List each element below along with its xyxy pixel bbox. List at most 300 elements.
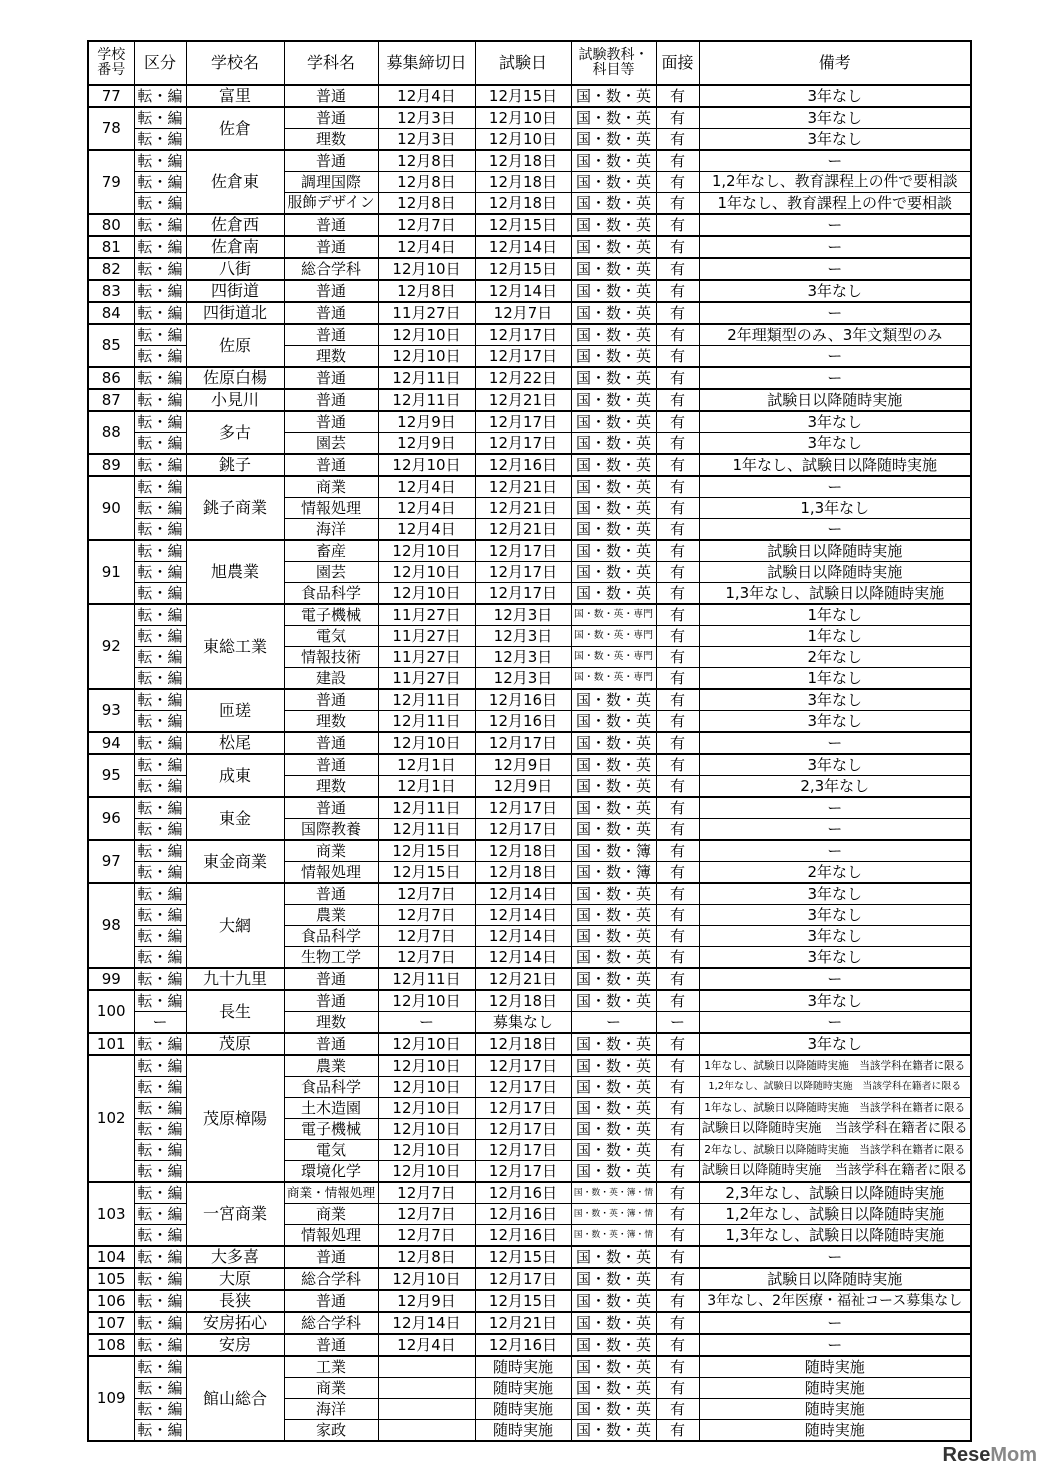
deadline: 12月8日 [378, 193, 475, 215]
category: 転・編 [134, 85, 186, 107]
interview: 有 [656, 819, 699, 841]
school-number: 104 [88, 1246, 134, 1268]
school-number: 106 [88, 1290, 134, 1312]
category: 転・編 [134, 1033, 186, 1055]
transfer-admission-table [87, 40, 972, 1442]
department: 普通 [284, 797, 378, 819]
deadline: 11月27日 [378, 302, 475, 324]
interview: 有 [656, 990, 699, 1012]
category: 転・編 [134, 1182, 186, 1204]
interview: 有 [656, 236, 699, 258]
interview: 有 [656, 840, 699, 862]
deadline: ー [378, 1012, 475, 1034]
category: 転・編 [134, 1246, 186, 1268]
note: 1年なし [699, 626, 971, 647]
note: 2年なし、試験日以降随時実施 当該学科在籍者に限る [699, 1140, 971, 1161]
table-row [88, 280, 971, 302]
category: 転・編 [134, 433, 186, 455]
deadline: 12月10日 [378, 1161, 475, 1183]
department: 商業 [284, 1378, 378, 1399]
exam-date: 12月16日 [475, 689, 571, 711]
note: 3年なし [699, 85, 971, 107]
category: 転・編 [134, 604, 186, 626]
school-name: 大多喜 [186, 1246, 284, 1268]
category: 転・編 [134, 214, 186, 236]
department: 理数 [284, 346, 378, 368]
subjects: 国・数・英 [571, 258, 656, 280]
school-name: 小見川 [186, 389, 284, 411]
department: 総合学科 [284, 258, 378, 280]
category: 転・編 [134, 476, 186, 498]
note: 2年なし [699, 647, 971, 668]
interview: 有 [656, 150, 699, 172]
deadline: 12月10日 [378, 1077, 475, 1098]
department: 服飾デザイン [284, 193, 378, 215]
header-category: 区分 [134, 41, 186, 85]
subjects: 国・数・英 [571, 1312, 656, 1334]
exam-date: 12月16日 [475, 1204, 571, 1225]
table-row [88, 883, 971, 905]
school-name: 佐原 [186, 324, 284, 367]
note: 試験日以降随時実施 [699, 562, 971, 583]
note: 3年なし [699, 433, 971, 455]
deadline: 12月7日 [378, 926, 475, 947]
subjects: 国・数・英 [571, 367, 656, 389]
exam-date: 12月17日 [475, 1098, 571, 1119]
school-name: 九十九里 [186, 968, 284, 990]
table-row [88, 540, 971, 562]
deadline: 12月11日 [378, 389, 475, 411]
department: 電気 [284, 626, 378, 647]
interview: 有 [656, 647, 699, 668]
exam-date: 12月3日 [475, 626, 571, 647]
deadline: 12月10日 [378, 1055, 475, 1077]
department: 園芸 [284, 562, 378, 583]
subjects: 国・数・英 [571, 1246, 656, 1268]
interview: 有 [656, 1334, 699, 1356]
subjects: 国・数・英 [571, 947, 656, 969]
interview: 有 [656, 389, 699, 411]
category: 転・編 [134, 754, 186, 776]
school-name: 四街道 [186, 280, 284, 302]
subjects: 国・数・英 [571, 411, 656, 433]
note: 3年なし [699, 947, 971, 969]
category: 転・編 [134, 1055, 186, 1077]
school-number: 91 [88, 540, 134, 604]
exam-date: 12月17日 [475, 797, 571, 819]
table-row [88, 689, 971, 711]
interview: 有 [656, 1225, 699, 1247]
interview: 有 [656, 367, 699, 389]
category: 転・編 [134, 107, 186, 129]
note: 1,3年なし、試験日以降随時実施 [699, 583, 971, 605]
exam-date: 12月14日 [475, 947, 571, 969]
interview: 有 [656, 732, 699, 754]
note: 3年なし [699, 107, 971, 129]
subjects: 国・数・英 [571, 346, 656, 368]
table-row [88, 604, 971, 626]
interview: 有 [656, 346, 699, 368]
subjects: 国・数・英 [571, 193, 656, 215]
deadline [378, 1356, 475, 1378]
department: 家政 [284, 1420, 378, 1442]
school-name: 一宮商業 [186, 1182, 284, 1246]
school-name: 安房 [186, 1334, 284, 1356]
category: 転・編 [134, 1161, 186, 1183]
interview: 有 [656, 107, 699, 129]
table-row [88, 1312, 971, 1334]
interview: 有 [656, 1077, 699, 1098]
category: 転・編 [134, 346, 186, 368]
category: 転・編 [134, 1225, 186, 1247]
table-row [88, 454, 971, 476]
department: 電子機械 [284, 604, 378, 626]
table-row [88, 754, 971, 776]
deadline: 12月11日 [378, 819, 475, 841]
exam-date: 12月17日 [475, 1268, 571, 1290]
subjects: 国・数・英 [571, 540, 656, 562]
table-row [88, 214, 971, 236]
category: 転・編 [134, 540, 186, 562]
department: 普通 [284, 689, 378, 711]
subjects: 国・数・英 [571, 754, 656, 776]
subjects: 国・数・英 [571, 324, 656, 346]
subjects: 国・数・英 [571, 454, 656, 476]
exam-date: 12月17日 [475, 1140, 571, 1161]
deadline: 12月15日 [378, 840, 475, 862]
exam-date: 12月10日 [475, 129, 571, 151]
table-row [88, 258, 971, 280]
exam-date: 12月17日 [475, 1055, 571, 1077]
exam-date: 12月18日 [475, 193, 571, 215]
deadline: 12月8日 [378, 1246, 475, 1268]
department: 普通 [284, 454, 378, 476]
school-name: 佐倉南 [186, 236, 284, 258]
note: ー [699, 258, 971, 280]
note: 2,3年なし [699, 776, 971, 798]
subjects: 国・数・英 [571, 562, 656, 583]
department: 普通 [284, 236, 378, 258]
school-name: 佐倉 [186, 107, 284, 150]
category: 転・編 [134, 1140, 186, 1161]
category: 転・編 [134, 1334, 186, 1356]
exam-date: 12月9日 [475, 754, 571, 776]
department: 普通 [284, 411, 378, 433]
subjects: 国・数・英 [571, 519, 656, 541]
interview: 有 [656, 604, 699, 626]
note: ー [699, 1312, 971, 1334]
note: ー [699, 840, 971, 862]
department: 電気 [284, 1140, 378, 1161]
category: 転・編 [134, 1378, 186, 1399]
school-number: 101 [88, 1033, 134, 1055]
category: 転・編 [134, 968, 186, 990]
table-row [88, 1182, 971, 1204]
department: 普通 [284, 1334, 378, 1356]
subjects: 国・数・英 [571, 1420, 656, 1442]
note: 1年なし [699, 604, 971, 626]
department: 普通 [284, 732, 378, 754]
school-name: 匝瑳 [186, 689, 284, 732]
department: 調理国際 [284, 172, 378, 193]
interview: 有 [656, 258, 699, 280]
interview: 有 [656, 172, 699, 193]
category: 転・編 [134, 454, 186, 476]
category: 転・編 [134, 367, 186, 389]
category: 転・編 [134, 862, 186, 884]
department: 海洋 [284, 519, 378, 541]
deadline: 12月10日 [378, 324, 475, 346]
table-row [88, 840, 971, 862]
header-notes: 備考 [699, 41, 971, 85]
subjects: 国・数・英 [571, 1334, 656, 1356]
header-row [88, 41, 971, 85]
note: 3年なし [699, 689, 971, 711]
deadline: 12月10日 [378, 1098, 475, 1119]
table-row [88, 990, 971, 1012]
exam-date: 12月17日 [475, 346, 571, 368]
subjects: 国・数・英 [571, 583, 656, 605]
note: 1,3年なし [699, 498, 971, 519]
note: 2年理類型のみ、3年文類型のみ [699, 324, 971, 346]
table-row [88, 1356, 971, 1378]
interview: ー [656, 1012, 699, 1034]
subjects: 国・数・英 [571, 150, 656, 172]
school-name: 富里 [186, 85, 284, 107]
note: 試験日以降随時実施 当該学科在籍者に限る [699, 1119, 971, 1140]
subjects: 国・数・英 [571, 819, 656, 841]
department: 普通 [284, 302, 378, 324]
exam-date: 12月17日 [475, 540, 571, 562]
table-row [88, 1033, 971, 1055]
table-row [88, 1246, 971, 1268]
subjects: 国・数・英 [571, 1119, 656, 1140]
school-name: 安房拓心 [186, 1312, 284, 1334]
department: 情報処理 [284, 1225, 378, 1247]
note: 1年なし、教育課程上の件で要相談 [699, 193, 971, 215]
category: 転・編 [134, 411, 186, 433]
category: 転・編 [134, 236, 186, 258]
subjects: 国・数・英 [571, 107, 656, 129]
note: ー [699, 1012, 971, 1034]
note: 随時実施 [699, 1356, 971, 1378]
note: ー [699, 819, 971, 841]
school-number: 108 [88, 1334, 134, 1356]
school-number: 109 [88, 1356, 134, 1441]
category: 転・編 [134, 129, 186, 151]
interview: 有 [656, 411, 699, 433]
interview: 有 [656, 776, 699, 798]
note: 随時実施 [699, 1420, 971, 1442]
note: 3年なし [699, 926, 971, 947]
school-number: 103 [88, 1182, 134, 1246]
subjects: 国・数・英 [571, 498, 656, 519]
deadline: 12月11日 [378, 797, 475, 819]
deadline: 12月10日 [378, 540, 475, 562]
school-number: 83 [88, 280, 134, 302]
exam-date: 12月17日 [475, 411, 571, 433]
subjects: 国・数・英 [571, 1399, 656, 1420]
deadline: 12月4日 [378, 85, 475, 107]
deadline: 12月10日 [378, 583, 475, 605]
deadline [378, 1399, 475, 1420]
category: 転・編 [134, 947, 186, 969]
school-number: 97 [88, 840, 134, 883]
school-name: 佐倉東 [186, 150, 284, 214]
department: 商業 [284, 840, 378, 862]
exam-date: 12月14日 [475, 883, 571, 905]
deadline: 12月11日 [378, 689, 475, 711]
subjects: 国・数・英・専門 [571, 647, 656, 668]
deadline: 12月10日 [378, 562, 475, 583]
school-name: 長狭 [186, 1290, 284, 1312]
note: ー [699, 236, 971, 258]
category: 転・編 [134, 583, 186, 605]
category: 転・編 [134, 1312, 186, 1334]
department: 電子機械 [284, 1119, 378, 1140]
exam-date: 12月16日 [475, 454, 571, 476]
subjects: 国・数・英 [571, 689, 656, 711]
department: 食品科学 [284, 583, 378, 605]
department: 農業 [284, 1055, 378, 1077]
school-name: 茂原 [186, 1033, 284, 1055]
exam-date: 12月15日 [475, 1290, 571, 1312]
note: ー [699, 732, 971, 754]
table-row [88, 302, 971, 324]
exam-date: 随時実施 [475, 1378, 571, 1399]
interview: 有 [656, 626, 699, 647]
department: 農業 [284, 905, 378, 926]
note: ー [699, 302, 971, 324]
interview: 有 [656, 1055, 699, 1077]
note: ー [699, 476, 971, 498]
note: ー [699, 519, 971, 541]
school-number: 93 [88, 689, 134, 732]
interview: 有 [656, 711, 699, 733]
interview: 有 [656, 1161, 699, 1183]
interview: 有 [656, 668, 699, 690]
interview: 有 [656, 433, 699, 455]
exam-date: 12月17日 [475, 732, 571, 754]
category: 転・編 [134, 840, 186, 862]
deadline: 12月4日 [378, 1334, 475, 1356]
school-name: 東金 [186, 797, 284, 840]
school-name: 四街道北 [186, 302, 284, 324]
subjects: 国・数・英 [571, 389, 656, 411]
deadline: 12月10日 [378, 346, 475, 368]
department: 理数 [284, 129, 378, 151]
note: 3年なし [699, 129, 971, 151]
table-row [88, 236, 971, 258]
category: 転・編 [134, 519, 186, 541]
subjects: 国・数・英 [571, 476, 656, 498]
exam-date: 12月17日 [475, 562, 571, 583]
subjects: 国・数・英 [571, 797, 656, 819]
department: 畜産 [284, 540, 378, 562]
note: 3年なし [699, 1033, 971, 1055]
category: 転・編 [134, 193, 186, 215]
department: 普通 [284, 1246, 378, 1268]
deadline: 12月7日 [378, 214, 475, 236]
school-number: 87 [88, 389, 134, 411]
table-row [88, 1268, 971, 1290]
category: 転・編 [134, 668, 186, 690]
note: 2,3年なし、試験日以降随時実施 [699, 1182, 971, 1204]
subjects: 国・数・英 [571, 1140, 656, 1161]
school-number: 84 [88, 302, 134, 324]
subjects: 国・数・英 [571, 883, 656, 905]
exam-date: 12月17日 [475, 1077, 571, 1098]
exam-date: 12月16日 [475, 1225, 571, 1247]
category: 転・編 [134, 626, 186, 647]
interview: 有 [656, 968, 699, 990]
interview: 有 [656, 905, 699, 926]
note: 3年なし [699, 754, 971, 776]
category: 転・編 [134, 389, 186, 411]
deadline: 12月15日 [378, 862, 475, 884]
department: 理数 [284, 776, 378, 798]
deadline: 12月7日 [378, 883, 475, 905]
school-number: 96 [88, 797, 134, 840]
interview: 有 [656, 1119, 699, 1140]
subjects: 国・数・英 [571, 236, 656, 258]
school-name: 茂原樟陽 [186, 1055, 284, 1182]
note: 1,3年なし、試験日以降随時実施 [699, 1225, 971, 1247]
exam-date: 12月14日 [475, 926, 571, 947]
subjects: 国・数・英 [571, 1356, 656, 1378]
exam-date: 12月14日 [475, 236, 571, 258]
school-number: 98 [88, 883, 134, 968]
deadline: 12月10日 [378, 990, 475, 1012]
subjects: 国・数・英 [571, 433, 656, 455]
interview: 有 [656, 1268, 699, 1290]
exam-date: 随時実施 [475, 1356, 571, 1378]
subjects: 国・数・英・簿・情 [571, 1182, 656, 1204]
deadline: 12月3日 [378, 129, 475, 151]
department: 普通 [284, 214, 378, 236]
category: 転・編 [134, 150, 186, 172]
department: 情報処理 [284, 498, 378, 519]
subjects: 国・数・簿 [571, 862, 656, 884]
note: 3年なし [699, 711, 971, 733]
department: 建設 [284, 668, 378, 690]
deadline: 12月4日 [378, 498, 475, 519]
exam-date: 12月22日 [475, 367, 571, 389]
exam-date: 12月17日 [475, 583, 571, 605]
interview: 有 [656, 129, 699, 151]
deadline: 12月10日 [378, 454, 475, 476]
category: 転・編 [134, 732, 186, 754]
school-name: 大網 [186, 883, 284, 968]
interview: 有 [656, 280, 699, 302]
note: 1,2年なし、教育課程上の件で要相談 [699, 172, 971, 193]
deadline: 12月11日 [378, 711, 475, 733]
note: 2年なし [699, 862, 971, 884]
category: 転・編 [134, 258, 186, 280]
note: 3年なし [699, 883, 971, 905]
interview: 有 [656, 519, 699, 541]
category: 転・編 [134, 1399, 186, 1420]
subjects: 国・数・英 [571, 302, 656, 324]
deadline: 12月11日 [378, 968, 475, 990]
interview: 有 [656, 947, 699, 969]
category: 転・編 [134, 302, 186, 324]
interview: 有 [656, 1312, 699, 1334]
deadline: 11月27日 [378, 668, 475, 690]
category: 転・編 [134, 280, 186, 302]
subjects: 国・数・英・専門 [571, 668, 656, 690]
category: 転・編 [134, 324, 186, 346]
